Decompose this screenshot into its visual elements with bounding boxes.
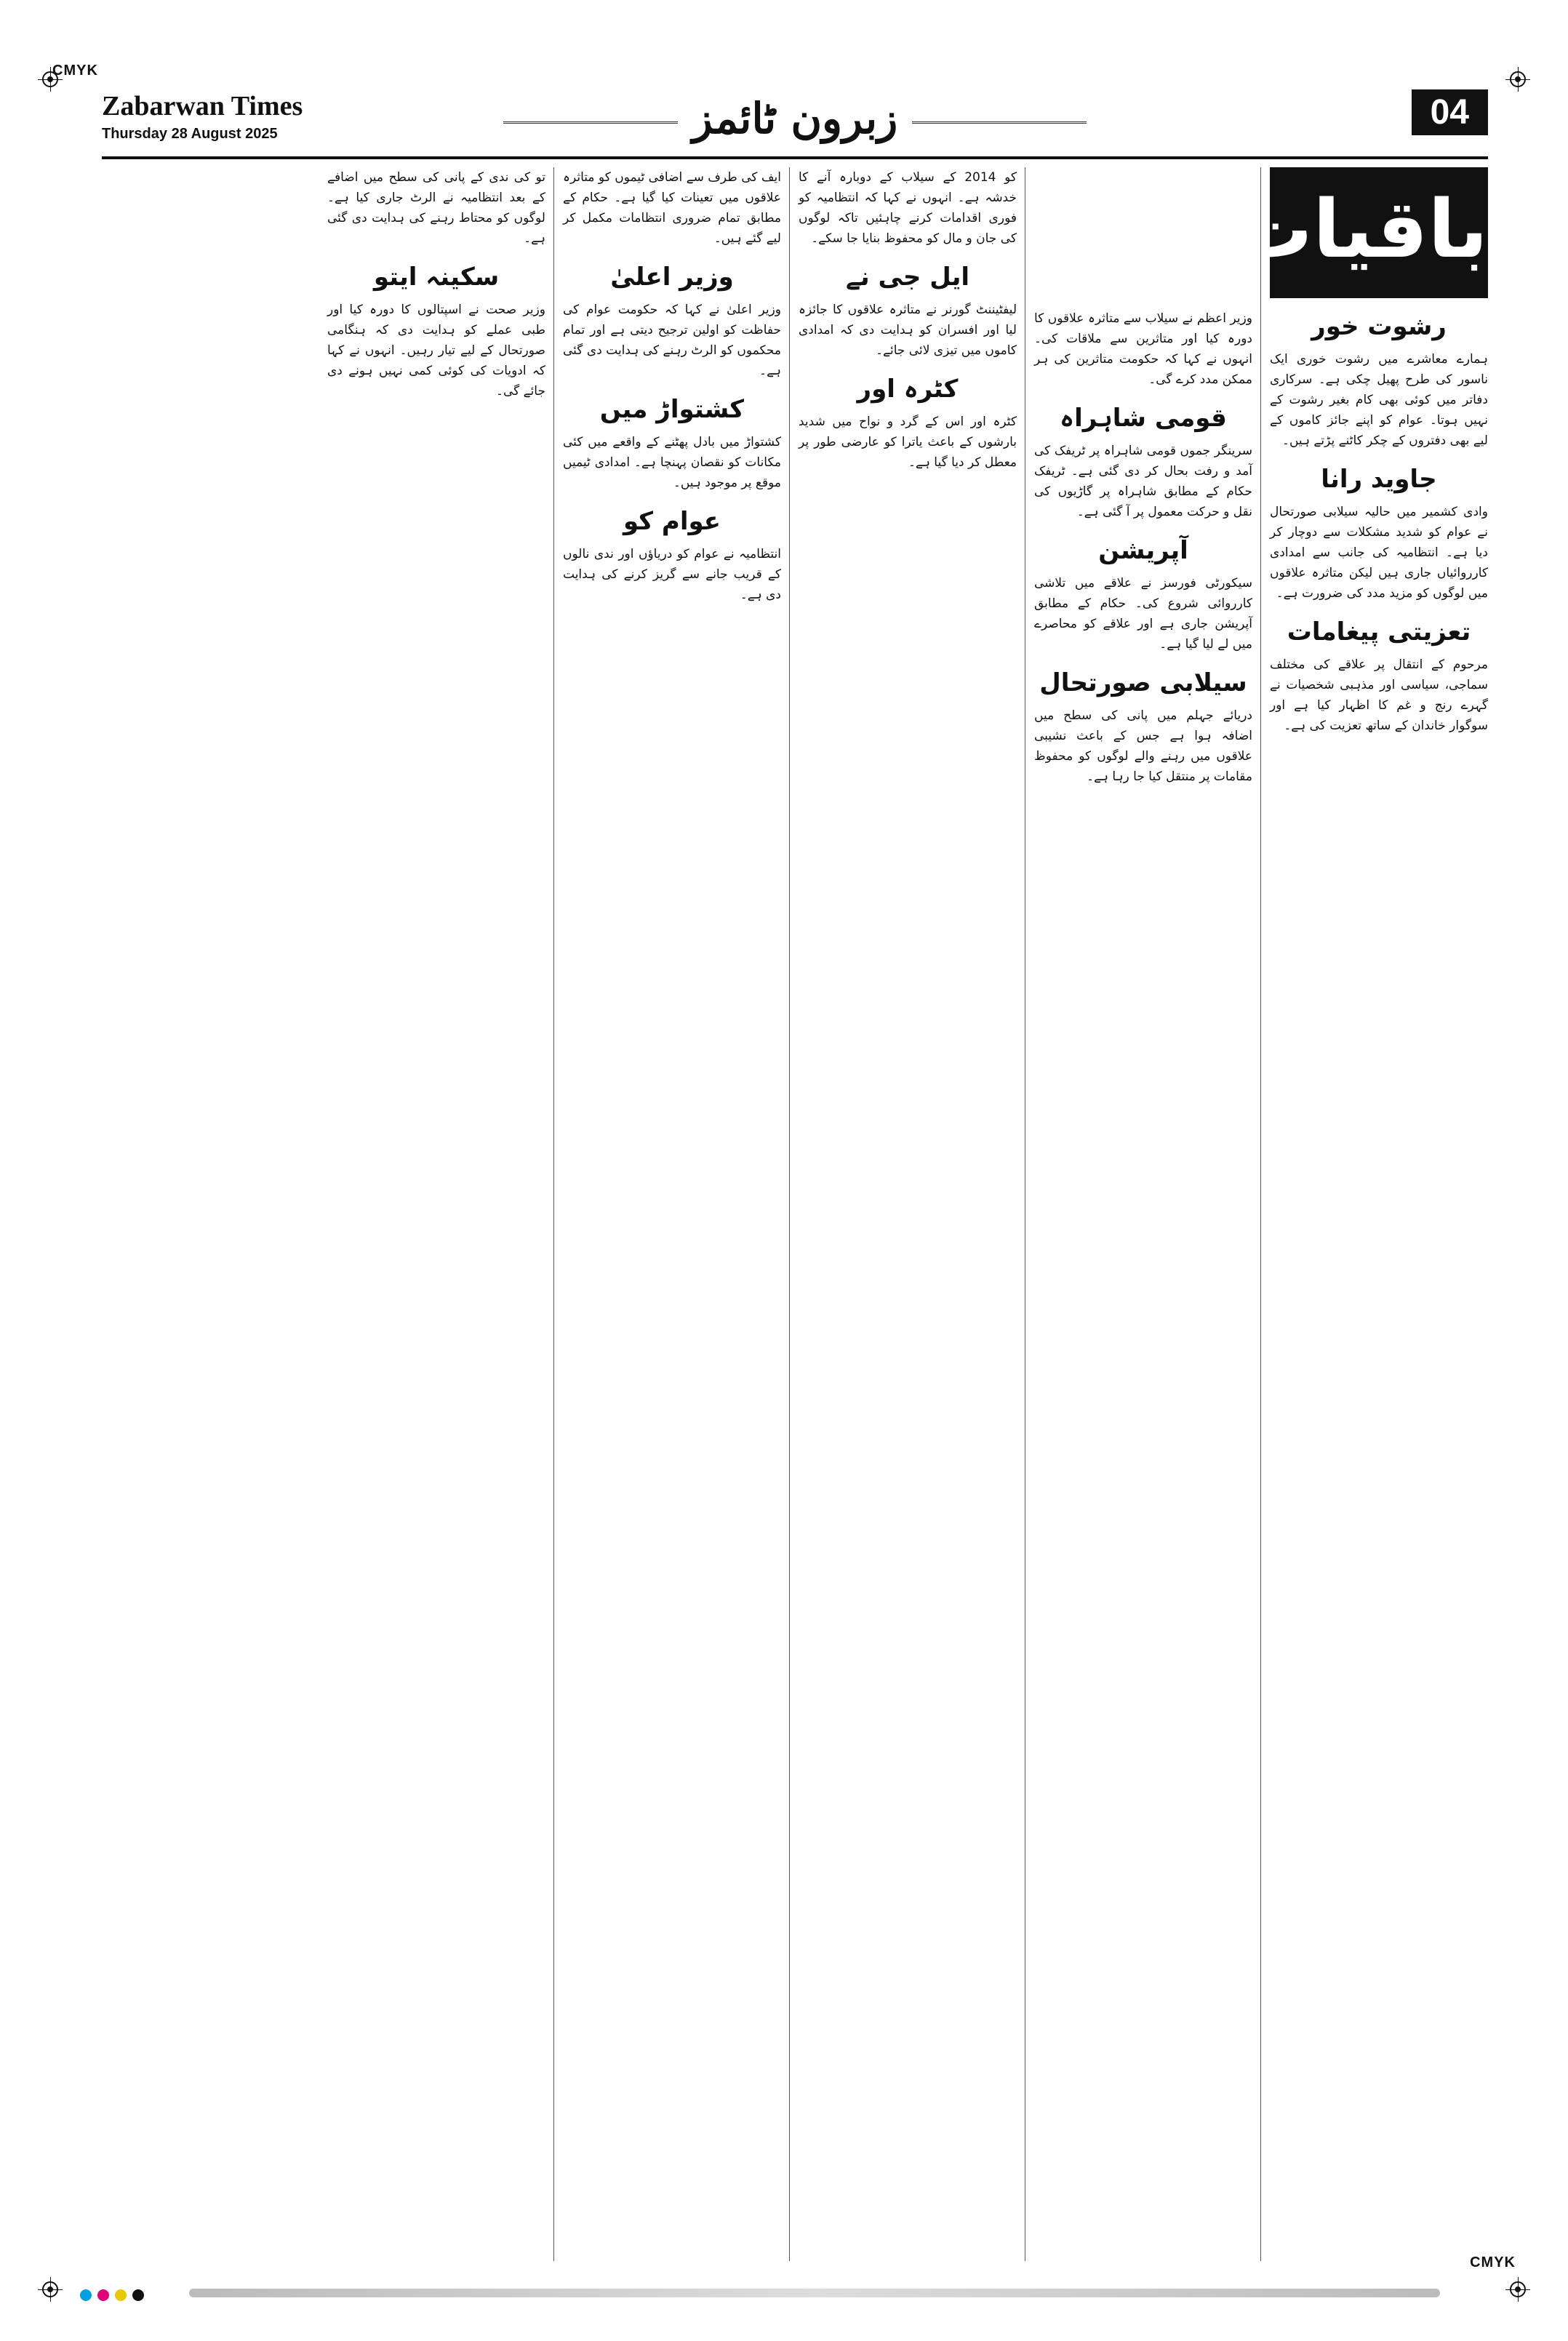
registration-mark-bottom-left xyxy=(42,2281,58,2297)
article-heading: سیلابی صورتحال xyxy=(1039,668,1247,697)
registration-mark-top-right xyxy=(1510,71,1526,87)
issue-date: Thursday 28 August 2025 xyxy=(102,126,278,142)
column-rule xyxy=(789,167,790,2261)
cmyk-label-bottom: CMYK xyxy=(1470,2254,1516,2270)
article-heading: وزیر اعلیٰ xyxy=(610,263,734,292)
article-heading: ایل جی نے xyxy=(845,263,970,292)
article-body: لیفٹیننٹ گورنر نے متاثرہ علاقوں کا جائزہ لیا اور افسران کو ہدایت دی کہ امدادی کاموں میں تیزی لائی جائے۔ xyxy=(799,303,1017,358)
column-3 xyxy=(799,167,1017,2261)
registration-mark-bottom-right xyxy=(1510,2281,1526,2297)
article-body: ایف کی طرف سے اضافی ٹیموں کو متاثرہ علاقوں میں تعینات کیا گیا ہے۔ حکام کے مطابق تمام ضروری انتظامات مکمل کر لیے گئے ہیں۔ xyxy=(563,170,781,246)
column-5 xyxy=(327,167,545,2261)
logo-text: زبرون ٹائمز xyxy=(692,94,898,143)
article-heading: کشتواڑ میں xyxy=(599,395,745,424)
column-1 xyxy=(1232,167,1488,2261)
column-4 xyxy=(563,167,781,2261)
article-body: مرحوم کے انتقال پر علاقے کی مختلف سماجی، سیاسی اور مذہبی شخصیات نے گہرے رنج و غم کا اظہار کیا ہے اور سوگوار خاندان کے ساتھ تعزیت کی ہے۔ xyxy=(1270,657,1488,733)
article-body: کو 2014 کے سیلاب کے دوبارہ آنے کا خدشہ ہے۔ انہوں نے کہا کہ انتظامیہ کو فوری اقدامات کرنے چاہئیں تاکہ لوگوں کی جان و مال کو محفوظ بنایا جا سکے۔ xyxy=(799,170,1017,246)
article-heading: کٹرہ اور xyxy=(857,375,959,404)
article-body: وزیر اعظم نے سیلاب سے متاثرہ علاقوں کا دورہ کیا اور متاثرین سے ملاقات کی۔ انہوں نے کہا کہ حکومت متاثرین کی ہر ممکن مدد کرے گی۔ xyxy=(1034,311,1252,387)
cmyk-label-top: CMYK xyxy=(52,63,98,79)
article-body: کشتواڑ میں بادل پھٹنے کے واقعے میں کئی مکانات کو نقصان پہنچا ہے۔ امدادی ٹیمیں موقع پر موجود ہیں۔ xyxy=(563,435,781,490)
article-heading: عوام کو xyxy=(623,507,721,536)
article-condolence xyxy=(1270,614,1488,736)
color-calibration-dots xyxy=(80,2289,144,2301)
page-number: 04 xyxy=(1412,89,1488,135)
column-rule xyxy=(1260,167,1261,2261)
article-body: انتظامیہ نے عوام کو دریاؤں اور ندی نالوں کے قریب جانے سے گریز کرنے کی ہدایت دی ہے۔ xyxy=(563,547,781,602)
logo-ornament-left xyxy=(503,121,678,124)
section-banner: باقیات xyxy=(1270,167,1488,298)
article-body: دریائے جہلم میں پانی کی سطح میں اضافہ ہوا ہے جس کے باعث نشیبی علاقوں میں رہنے والے لوگوں کو محفوظ مقامات پر منتقل کیا جا رہا ہے۔ xyxy=(1034,708,1252,784)
logo-ornament-right xyxy=(912,121,1087,124)
article-body: سرینگر جموں قومی شاہراہ پر ٹریفک کی آمد و رفت بحال کر دی گئی ہے۔ ٹریفک حکام کے مطابق شاہراہ پر گاڑیوں کی نقل و حرکت معمول پر آ گئی ہے۔ xyxy=(1034,444,1252,519)
article-body: تو کی ندی کے پانی کی سطح میں اضافے کے بعد انتظامیہ نے الرٹ جاری کیا ہے۔ لوگوں کو محتاط رہنے کی ہدایت دی گئی ہے۔ xyxy=(327,170,545,246)
article-body: وادی کشمیر میں حالیہ سیلابی صورتحال نے عوام کو شدید مشکلات سے دوچار کر دیا ہے۔ انتظامیہ کی جانب سے امدادی کارروائیاں جاری ہیں لیکن متاثرہ علاقوں میں لوگوں کو مزید مدد کی ضرورت ہے۔ xyxy=(1270,505,1488,601)
article-body: ہمارے معاشرے میں رشوت خوری ایک ناسور کی طرح پھیل چکی ہے۔ سرکاری دفاتر میں کوئی بھی کام بغیر رشوت کے نہیں ہوتا۔ عوام کو اپنے جائز کاموں کے لیے بھی دفتروں کے چکر کاٹنے پڑتے ہیں۔ xyxy=(1270,352,1488,448)
article-heading: قومی شاہراہ xyxy=(1060,404,1227,433)
article-heading: جاوید رانا xyxy=(1321,465,1437,494)
article-bribery xyxy=(1270,308,1488,451)
article-heading: آپریشن xyxy=(1098,536,1188,565)
column-rule xyxy=(553,167,554,2261)
page-content xyxy=(102,167,1488,2261)
gray-calibration-bar xyxy=(189,2289,1440,2297)
article-body: وزیر اعلیٰ نے کہا کہ حکومت عوام کی حفاظت کو اولین ترجیح دیتی ہے اور تمام محکموں کو الرٹ رہنے کی ہدایت دی گئی ہے۔ xyxy=(563,303,781,378)
article-heading: رشوت خور xyxy=(1311,312,1447,341)
article-heading: تعزیتی پیغامات xyxy=(1287,617,1471,647)
article-body: وزیر صحت نے اسپتالوں کا دورہ کیا اور طبی عملے کو ہدایت دی کہ ہنگامی صورتحال کے لیے تیار رہیں۔ انہوں نے کہا کہ ادویات کی کوئی کمی نہیں ہونے دی جائے گی۔ xyxy=(327,303,545,399)
article-body: کٹرہ اور اس کے گرد و نواح میں شدید بارشوں کے باعث یاترا کو عارضی طور پر معطل کر دیا گیا ہے۔ xyxy=(799,415,1017,470)
column-2 xyxy=(1034,167,1252,2261)
newspaper-logo-urdu xyxy=(102,89,1488,148)
article-heading: سکینہ ایتو xyxy=(373,263,500,292)
newspaper-name-english: Zabarwan Times xyxy=(102,91,303,121)
masthead xyxy=(102,84,1488,159)
article-javed-rana xyxy=(1270,461,1488,604)
article-body: سیکورٹی فورسز نے علاقے میں تلاشی کارروائی شروع کی۔ حکام کے مطابق آپریشن جاری ہے اور علاقے کو محاصرے میں لے لیا گیا ہے۔ xyxy=(1034,576,1252,652)
